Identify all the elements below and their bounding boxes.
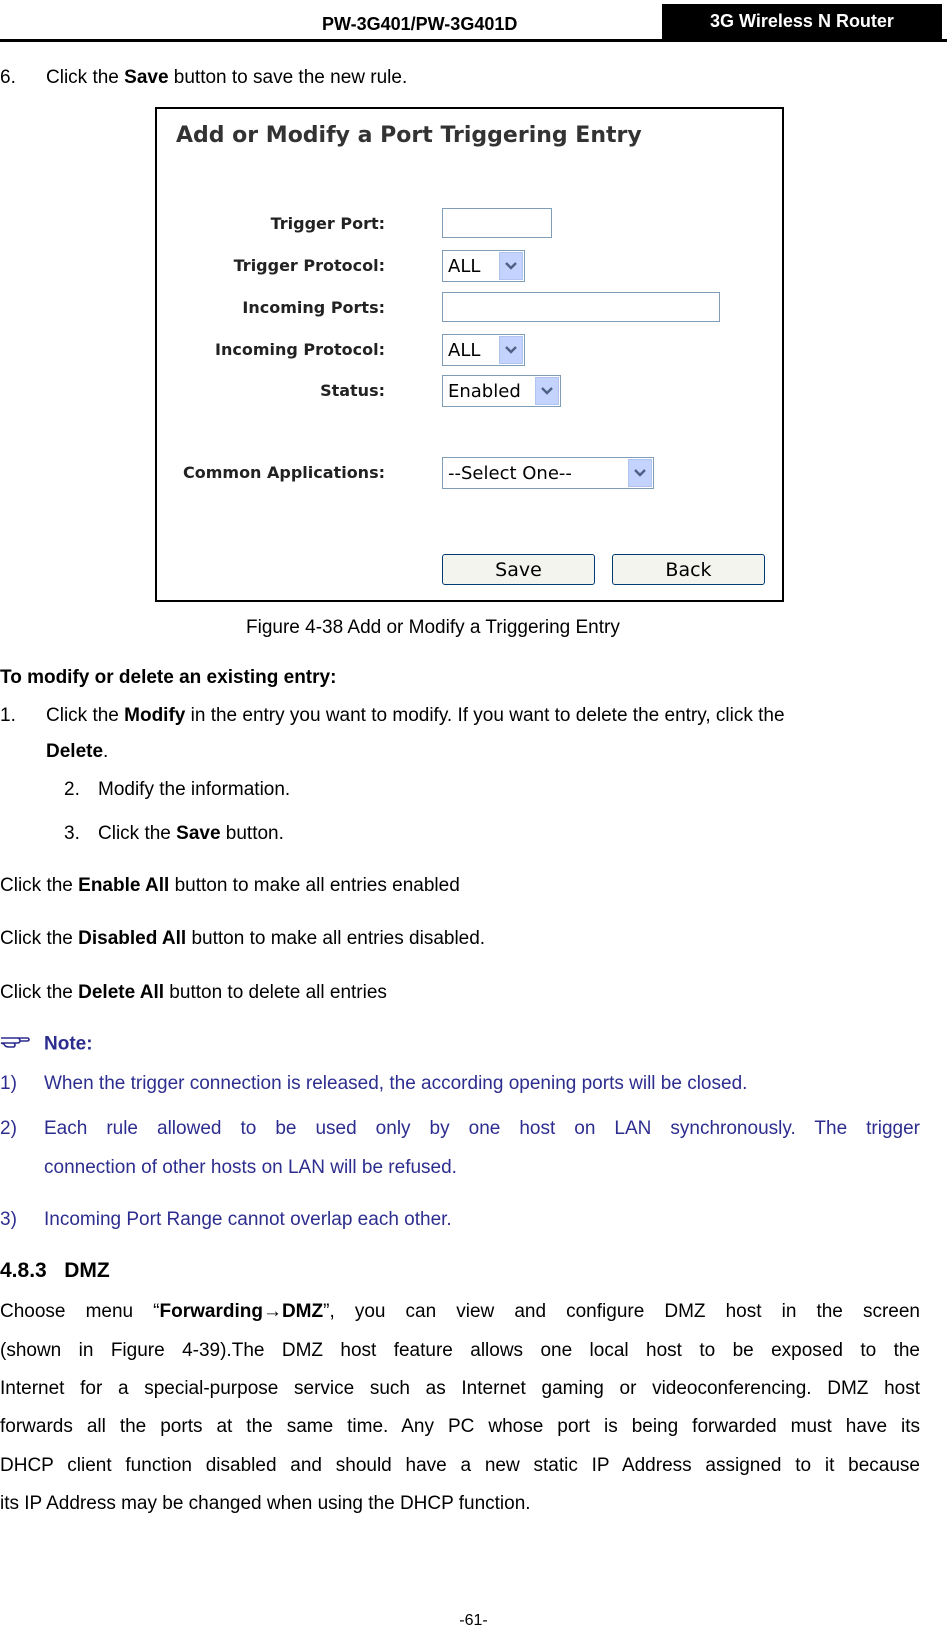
text: Click the	[0, 875, 79, 896]
step-text: button to save the new rule.	[168, 67, 408, 88]
trigger-protocol-value: ALL	[448, 256, 481, 277]
row-status	[157, 375, 782, 407]
chevron-down-icon[interactable]	[535, 377, 559, 405]
step-text: Click the	[46, 67, 125, 88]
status-select[interactable]	[442, 375, 561, 407]
step-text: .	[103, 741, 109, 762]
row-incoming-protocol	[157, 334, 782, 366]
row-common-applications	[157, 457, 782, 489]
modify-step-2	[64, 779, 290, 802]
chevron-down-icon[interactable]	[499, 252, 523, 280]
note-text: Incoming Port Range cannot overlap each other.	[44, 1209, 452, 1230]
text: ”, you can view and configure DMZ host in the screen	[323, 1301, 920, 1322]
step-text: Click the	[98, 823, 177, 844]
text: Click the	[0, 928, 79, 949]
row-incoming-ports	[157, 292, 782, 324]
note-item-2-cont: connection of other hosts on LAN will be refused.	[44, 1157, 457, 1178]
dmz-paragraph-line: forwards all the ports at the same time. Any PC whose port is being forwarded must have its	[0, 1416, 920, 1437]
step-6	[0, 67, 407, 90]
row-trigger-port	[157, 208, 782, 240]
section-heading-dmz: 4.8.3 DMZ	[0, 1259, 110, 1282]
row-trigger-protocol	[157, 250, 782, 282]
note-item-1	[0, 1073, 747, 1096]
section-heading: To modify or delete an existing entry:	[0, 667, 337, 688]
note-text: Each rule allowed to be used only by one host on LAN synchronously. The trigger	[44, 1118, 920, 1139]
bold-text: Disabled All	[78, 928, 187, 949]
note-number: 1)	[0, 1073, 17, 1094]
header-product: 3G Wireless N Router	[662, 4, 942, 39]
figure-title: Add or Modify a Port Triggering Entry	[176, 123, 642, 148]
dmz-paragraph-line: its IP Address may be changed when using the DHCP function.	[0, 1493, 531, 1514]
dmz-paragraph-line	[0, 1301, 920, 1323]
step-bold: Delete	[46, 741, 104, 762]
enable-all-line	[0, 875, 460, 898]
step-number: 3.	[64, 823, 80, 844]
note-heading	[0, 1031, 93, 1058]
text: button to make all entries enabled	[169, 875, 460, 896]
chevron-down-icon[interactable]	[499, 336, 523, 364]
step-number: 2.	[64, 779, 80, 800]
step-bold: Modify	[124, 705, 186, 726]
trigger-port-input[interactable]	[442, 208, 552, 238]
modify-step-3	[64, 823, 284, 846]
trigger-port-label: Trigger Port:	[270, 214, 385, 233]
bold-text: Forwarding→DMZ	[159, 1301, 324, 1322]
text: Click the	[0, 982, 79, 1003]
note-label: Note:	[44, 1033, 93, 1055]
step-number: 1.	[0, 705, 16, 726]
save-button[interactable]: Save	[442, 554, 595, 585]
text: button to delete all entries	[164, 982, 387, 1003]
chevron-down-icon[interactable]	[628, 459, 652, 487]
trigger-protocol-select[interactable]	[442, 250, 525, 282]
note-item-2	[0, 1118, 920, 1140]
common-applications-select[interactable]	[442, 457, 654, 489]
incoming-protocol-label: Incoming Protocol:	[215, 340, 385, 359]
incoming-protocol-value: ALL	[448, 340, 481, 361]
dmz-paragraph-line: (shown in Figure 4-39).The DMZ host feature allows one local host to be exposed to the	[0, 1340, 920, 1361]
modify-step-1-cont	[46, 741, 108, 764]
text: button to make all entries disabled.	[186, 928, 486, 949]
note-text: When the trigger connection is released, the according opening ports will be closed.	[44, 1073, 748, 1094]
incoming-ports-label: Incoming Ports:	[242, 298, 385, 317]
step-text: Click the	[46, 705, 125, 726]
text: Choose menu “	[0, 1301, 160, 1322]
note-number: 2)	[0, 1118, 17, 1139]
incoming-protocol-select[interactable]	[442, 334, 525, 366]
delete-all-line	[0, 982, 387, 1005]
note-item-3	[0, 1209, 452, 1232]
dmz-paragraph-line: Internet for a special-purpose service such as Internet gaming or videoconferencing. DMZ host	[0, 1378, 920, 1399]
back-button[interactable]: Back	[612, 554, 765, 585]
step-text: button.	[220, 823, 284, 844]
status-value: Enabled	[448, 381, 521, 402]
modify-step-1	[0, 705, 785, 728]
step-bold: Save	[124, 67, 169, 88]
common-applications-value: --Select One--	[448, 463, 572, 484]
step-text: Modify the information.	[98, 779, 291, 800]
step-bold: Save	[176, 823, 221, 844]
header-rule	[0, 39, 947, 42]
bold-text: Delete All	[78, 982, 165, 1003]
header-model: PW-3G401/PW-3G401D	[322, 14, 518, 34]
incoming-ports-input[interactable]	[442, 292, 720, 322]
dmz-paragraph-line: DHCP client function disabled and should have a new static IP Address assigned to it because	[0, 1455, 920, 1476]
common-applications-label: Common Applications:	[182, 463, 385, 482]
step-number: 6.	[0, 67, 16, 88]
step-text: in the entry you want to modify. If you want to delete the entry, click the	[185, 705, 785, 726]
pointing-hand-icon	[0, 1031, 30, 1058]
page-number: -61-	[459, 1612, 488, 1629]
bold-text: Enable All	[78, 875, 170, 896]
figure-caption: Figure 4-38 Add or Modify a Triggering Entry	[246, 617, 620, 638]
note-number: 3)	[0, 1209, 17, 1230]
trigger-protocol-label: Trigger Protocol:	[233, 256, 385, 275]
disable-all-line	[0, 928, 485, 951]
status-label: Status:	[320, 381, 385, 400]
figure-port-triggering-entry	[155, 107, 784, 602]
